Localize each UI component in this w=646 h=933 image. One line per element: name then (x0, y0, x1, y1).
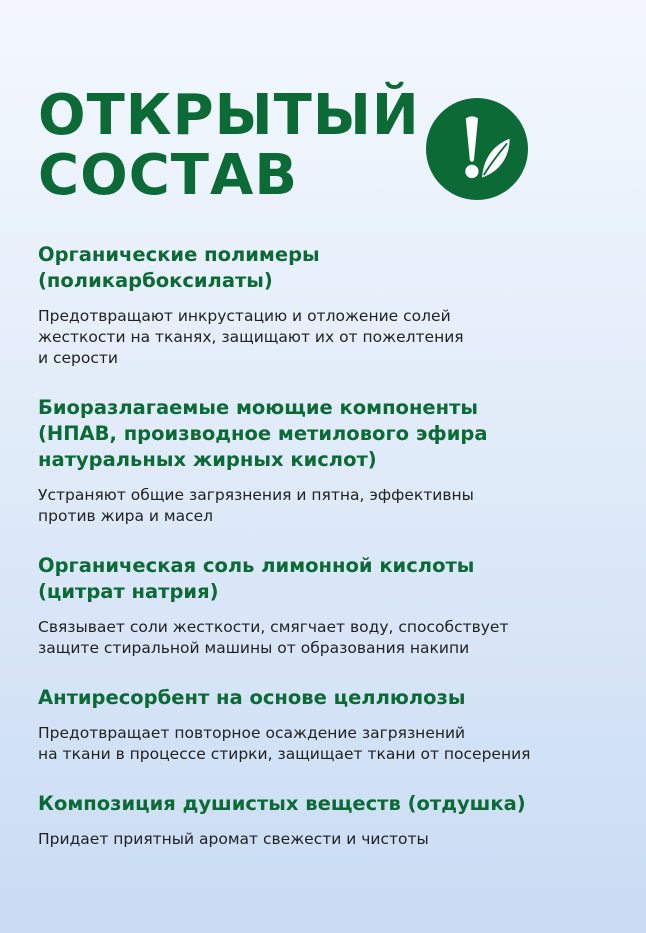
item-description (38, 829, 608, 850)
item-description-line: Устраняют общие загрязнения и пятна, эффективны (38, 486, 474, 504)
item-description-line: на ткани в процессе стирки, защищает ткани от посерения (38, 745, 531, 763)
composition-item (38, 685, 608, 765)
page-title (38, 83, 420, 208)
item-description (38, 723, 608, 765)
item-title (38, 553, 608, 605)
item-title (38, 395, 608, 473)
item-description (38, 485, 608, 527)
composition-item (38, 791, 608, 850)
item-title-line: натуральных жирных кислот) (38, 448, 377, 471)
item-title-line: Биоразлагаемые моющие компоненты (38, 396, 479, 419)
item-description-line: и серости (38, 349, 119, 367)
item-description-line: Связывает соли жесткости, смягчает воду, способствует (38, 618, 509, 636)
composition-item (38, 553, 608, 659)
item-description (38, 617, 608, 659)
item-description (38, 306, 608, 369)
exclamation-leaf-icon (426, 98, 528, 200)
item-title-line: Антиресорбент на основе целлюлозы (38, 686, 466, 709)
item-description-line: Придает приятный аромат свежести и чистоты (38, 830, 429, 848)
item-title (38, 685, 608, 711)
composition-item (38, 395, 608, 527)
item-title (38, 242, 608, 294)
item-title (38, 791, 608, 817)
item-description-line: Предотвращает повторное осаждение загрязнений (38, 724, 466, 742)
page-title-line: СОСТАВ (38, 143, 299, 208)
composition-list (38, 242, 608, 850)
item-title-line: (поликарбоксилаты) (38, 269, 273, 292)
item-description-line: против жира и масел (38, 507, 214, 525)
item-description-line: защите стиральной машины от образования накипи (38, 639, 470, 657)
page-title-line: ОТКРЫТЫЙ (38, 83, 420, 148)
item-title-line: Органическая соль лимонной кислоты (38, 554, 475, 577)
composition-item (38, 242, 608, 369)
item-title-line: Композиция душистых веществ (отдушка) (38, 792, 526, 815)
item-description-line: жесткости на тканях, защищают их от пожелтения (38, 328, 464, 346)
item-title-line: (НПАВ, производное метилового эфира (38, 422, 488, 445)
item-title-line: (цитрат натрия) (38, 580, 219, 603)
item-title-line: Органические полимеры (38, 243, 320, 266)
item-description-line: Предотвращают инкрустацию и отложение солей (38, 307, 451, 325)
